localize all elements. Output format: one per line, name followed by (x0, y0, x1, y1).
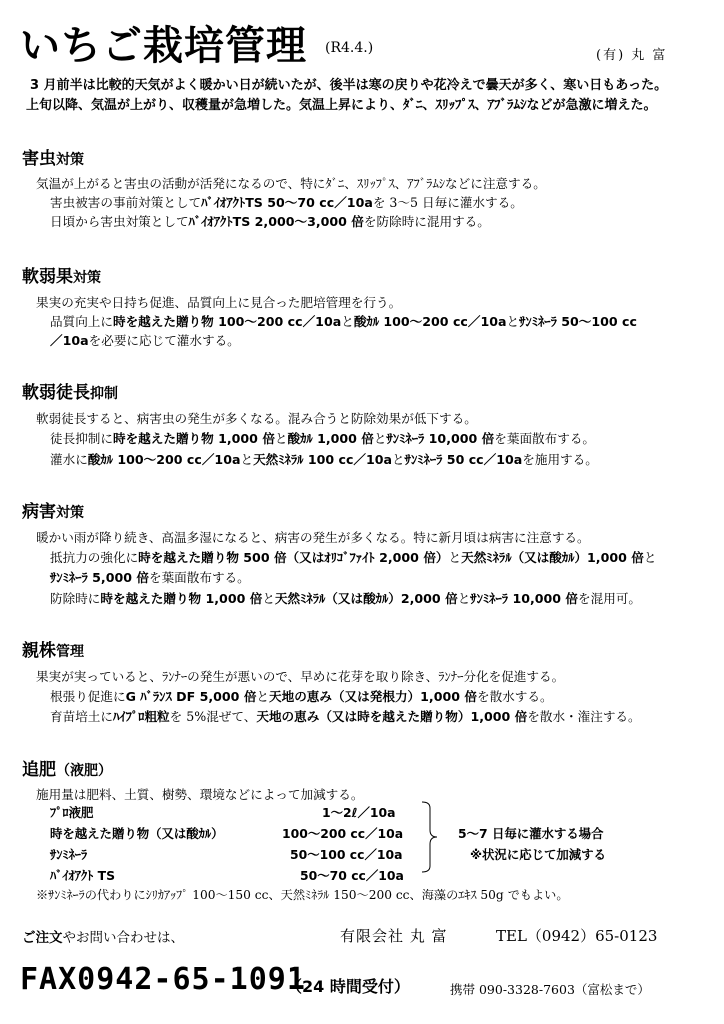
section-title: 軟弱徒長 (22, 383, 90, 403)
text: を葉面散布する。 (148, 570, 250, 585)
section-title: 害虫 (22, 149, 56, 169)
disease-paragraph-2 (50, 547, 656, 566)
product-dose: ／10a (50, 333, 89, 348)
product-dose: 天地の恵み（又は発根力）1,000 倍 (269, 689, 477, 704)
product-dose: G ﾊﾞﾗﾝｽ DF 5,000 倍 (125, 689, 257, 704)
soft-paragraph-3 (50, 330, 240, 349)
text: を必要に応じて灌水する。 (88, 333, 240, 348)
text: 育苗培土に (50, 709, 113, 724)
fax-hours: （24 時間受付） (286, 977, 410, 996)
disease-paragraph-1: 暖かい雨が降り続き、高温多湿になると、病害の発生が多くなる。特に新月頃は病害に注意する。 (36, 530, 590, 545)
text: を施用する。 (522, 452, 598, 467)
text: と (240, 452, 254, 467)
product-dose: ｻﾝﾐﾈｰﾗ 10,000 倍 (386, 431, 495, 446)
intro-line-1: 3 月前半は比較的天気がよく暖かい日が続いたが、後半は寒の戻りや花冷えで曇天が多く、寒い日もあった。 (30, 78, 668, 93)
company-name-footer: 有限会社 丸 富 (340, 927, 448, 945)
text: 徒長抑制に (50, 431, 113, 446)
disease-paragraph-3 (50, 567, 250, 586)
intro-line-2: 上旬以降、気温が上がり、収穫量が急増した。気温上昇により、ﾀﾞﾆ、ｽﾘｯﾌﾟｽ、ｱﾌﾞﾗﾑｼなどが急激に増えた。 (26, 98, 657, 113)
product-dose: 時を越えた贈り物 100～200 cc／10a (112, 314, 342, 329)
section-suffix: （液肥） (56, 763, 112, 779)
fert-item-name: 時を越えた贈り物（又は酸ｶﾙ） (50, 826, 224, 841)
fert-item-amount: 50～100 cc／10a (290, 847, 403, 862)
text: を散水する。 (476, 689, 553, 704)
text: やお問い合わせは、 (62, 930, 184, 946)
product-dose: ﾊﾞｲｵｱｸﾄTS 50～70 cc／10a (201, 195, 373, 210)
fert-item-amount: 1～2ℓ／10a (322, 805, 396, 820)
topdress-paragraph-1: 施用量は肥料、土質、樹勢、環境などによって加減する。 (36, 787, 364, 802)
text: と (274, 431, 288, 446)
text: と (262, 591, 275, 606)
section-parent-heading (22, 636, 84, 661)
text: 防除時に (50, 591, 101, 606)
text: を散水・潅注する。 (527, 709, 641, 724)
fert-item-name: ﾌﾟﾛ液肥 (50, 805, 94, 820)
text: と (457, 591, 471, 606)
text: 害虫被害の事前対策として (50, 195, 202, 210)
text: と (341, 314, 354, 329)
company-name-header: (有) 丸 富 (596, 48, 668, 63)
brace-bracket (420, 800, 438, 874)
pest-paragraph-2 (50, 192, 523, 211)
parent-paragraph-3 (50, 706, 641, 725)
text: と (392, 452, 405, 467)
topdress-note: ※ｻﾝﾐﾈｰﾗの代わりにｼﾘｶｱｯﾌﾟ 100～150 cc、天然ﾐﾈﾗﾙ 150～200 cc、海藻のｴｷｽ 50g でもよい。 (36, 888, 569, 902)
text: と (448, 550, 462, 565)
product-name: ﾊｲﾌﾟﾛ粗粒 (112, 709, 170, 724)
issue-date: (R4.4.) (325, 40, 374, 56)
section-suffix: 管理 (56, 644, 84, 660)
product-dose: 酸ｶﾙ 100～200 cc／10a (87, 452, 241, 467)
fert-side-note-1: 5～7 日毎に灌水する場合 (458, 826, 604, 841)
product-dose: 時を越えた贈り物 500 倍（又はｵﾘｺﾞﾌｧｲﾄ 2,000 倍） (138, 550, 449, 565)
section-title: 親株 (22, 641, 56, 661)
product-dose: ｻﾝﾐﾈｰﾗ 10,000 倍 (470, 591, 579, 606)
section-soft-fruit-heading (22, 262, 101, 287)
section-title: 病害 (22, 502, 56, 522)
section-topdress-heading (22, 755, 112, 780)
growth-paragraph-2 (50, 428, 595, 447)
section-title: 軟弱果 (22, 267, 73, 287)
growth-paragraph-3 (50, 449, 598, 468)
product-dose: ｻﾝﾐﾈｰﾗ 50 cc／10a (404, 452, 523, 467)
fert-item-name: ﾊﾞｲｵｱｸﾄ TS (50, 868, 116, 883)
product-dose: 天然ﾐﾈﾗﾙ 100 cc／10a (253, 452, 393, 467)
parent-paragraph-2 (50, 686, 553, 705)
text: と (643, 550, 657, 565)
product-dose: ｻﾝﾐﾈｰﾗ 50～100 cc (519, 314, 637, 329)
text: を混用可。 (578, 591, 641, 606)
soft-paragraph-2 (50, 311, 637, 330)
section-suffix: 対策 (56, 152, 84, 168)
text: と (506, 314, 520, 329)
fax-number: FAX0942-65-1091 (20, 962, 306, 997)
section-title: 追肥 (22, 760, 56, 780)
product-dose: 天地の恵み（又は時を越えた贈り物）1,000 倍 (256, 709, 528, 724)
growth-paragraph-1: 軟弱徒長すると、病害虫の発生が多くなる。混み合うと防除効果が低下する。 (36, 411, 477, 426)
fert-item-amount: 100～200 cc／10a (282, 826, 404, 841)
section-suffix: 抑制 (90, 386, 118, 402)
product-dose: ﾊﾞｲｵｱｸﾄTS 2,000～3,000 倍 (188, 214, 364, 229)
text: を 3～5 日毎に灌水する。 (372, 195, 523, 210)
text: と (256, 689, 270, 704)
text: を葉面散布する。 (494, 431, 595, 446)
product-dose: 時を越えた贈り物 1,000 倍 (100, 591, 263, 606)
text: と (373, 431, 387, 446)
fert-item-name: ｻﾝﾐﾈｰﾗ (50, 847, 88, 862)
text: 品質向上に (50, 314, 113, 329)
soft-paragraph-1: 果実の充実や日持ち促進、品質向上に見合った肥培管理を行う。 (36, 295, 402, 310)
parent-paragraph-1: 果実が実っていると、ﾗﾝﾅｰの発生が悪いので、早めに花芽を取り除き、ﾗﾝﾅｰ分化を促進する。 (36, 669, 565, 684)
tel-number: TEL（0942）65-0123 (496, 927, 658, 945)
section-growth-heading (22, 378, 118, 403)
pest-paragraph-1: 気温が上がると害虫の活動が活発になるので、特にﾀﾞﾆ、ｽﾘｯﾌﾟｽ、ｱﾌﾞﾗﾑｼなどに注意する。 (36, 176, 546, 191)
order-label: ご注文 (22, 930, 63, 946)
fert-side-note-2: ※状況に応じて加減する (470, 847, 606, 862)
mobile-number: 携帯 090-3328-7603（富松まで） (450, 982, 650, 997)
text: を 5%混ぜて、 (169, 709, 257, 724)
text: 抵抗力の強化に (50, 550, 139, 565)
text: 灌水に (50, 452, 88, 467)
text: 日頃から害虫対策として (50, 214, 189, 229)
section-pest-heading (22, 144, 84, 169)
section-disease-heading (22, 497, 84, 522)
product-dose: 時を越えた贈り物 1,000 倍 (112, 431, 275, 446)
fert-item-amount: 50～70 cc／10a (300, 868, 404, 883)
product-dose: 酸ｶﾙ 1,000 倍 (287, 431, 374, 446)
page-title: いちご栽培管理 (20, 23, 307, 69)
section-suffix: 対策 (73, 270, 101, 286)
product-dose: 天然ﾐﾈﾗﾙ（又は酸ｶﾙ）1,000 倍 (461, 550, 644, 565)
product-dose: ｻﾝﾐﾈｰﾗ 5,000 倍 (50, 570, 149, 585)
product-dose: 酸ｶﾙ 100～200 cc／10a (353, 314, 507, 329)
text: 根張り促進に (50, 689, 126, 704)
text: を防除時に混用する。 (363, 214, 490, 229)
disease-paragraph-4 (50, 588, 641, 607)
section-suffix: 対策 (56, 505, 84, 521)
order-inquiry (22, 926, 184, 946)
pest-paragraph-3 (50, 211, 490, 230)
product-dose: 天然ﾐﾈﾗﾙ（又は酸ｶﾙ）2,000 倍 (274, 591, 458, 606)
